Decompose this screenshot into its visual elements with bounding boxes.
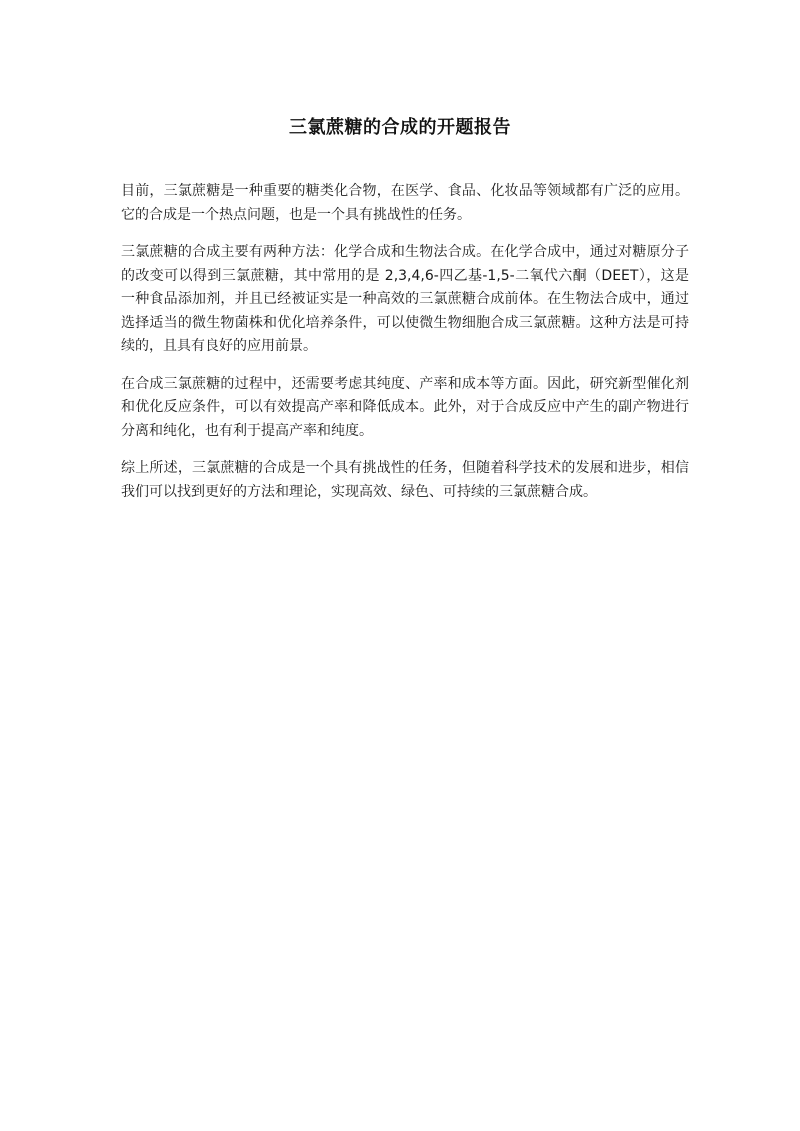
paragraph-methods: 三氯蔗糖的合成主要有两种方法：化学合成和生物法合成。在化学合成中，通过对糖原分子的改变可以得到三氯蔗糖，其中常用的是 2,3,4,6-四乙基-1,5-二氧代六酮（DEET），这是一种食品添加剂，并且已经被证实是一种高效的三氯蔗糖合成前体。在生物法合成中，通过选择适当的微生物菌株和优化培养条件，可以使微生物细胞合成三氯蔗糖。这种方法是可持续的，且具有良好的应用前景。	[121, 244, 689, 354]
paragraph-intro: 目前，三氯蔗糖是一种重要的糖类化合物，在医学、食品、化妆品等领域都有广泛的应用。它的合成是一个热点问题，也是一个具有挑战性的任务。	[121, 183, 689, 223]
paragraph-conclusion: 综上所述，三氯蔗糖的合成是一个具有挑战性的任务，但随着科学技术的发展和进步，相信我们可以找到更好的方法和理论，实现高效、绿色、可持续的三氯蔗糖合成。	[121, 460, 689, 500]
document-title: 三氯蔗糖的合成的开题报告	[289, 117, 511, 138]
paragraph-considerations: 在合成三氯蔗糖的过程中，还需要考虑其纯度、产率和成本等方面。因此，研究新型催化剂和优化反应条件，可以有效提高产率和降低成本。此外，对于合成反应中产生的副产物进行分离和纯化，也有利于提高产率和纯度。	[121, 375, 689, 439]
document-body	[121, 180, 689, 518]
